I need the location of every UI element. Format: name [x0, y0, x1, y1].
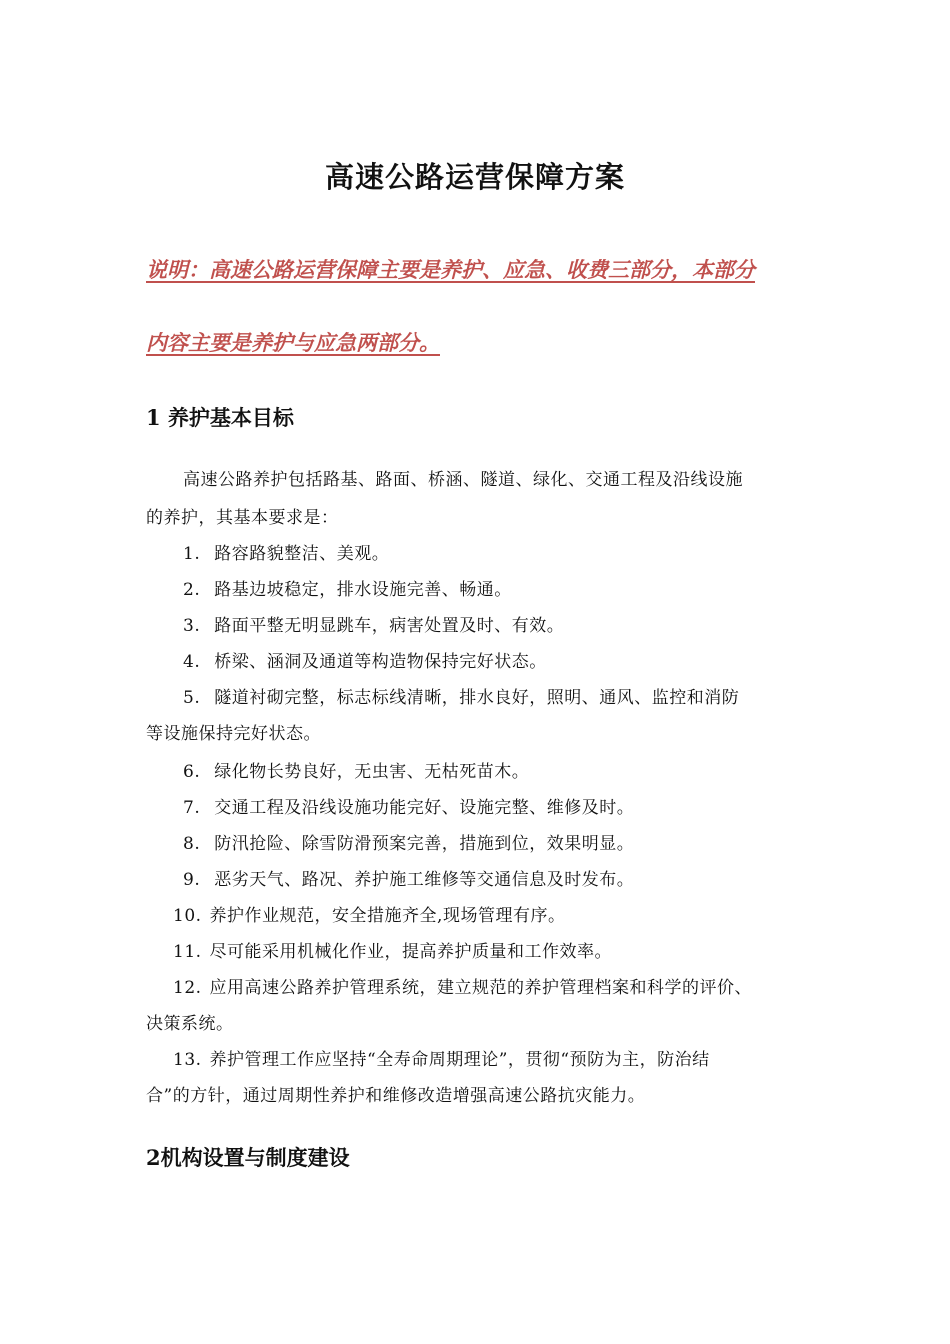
list-item-number: 2.	[183, 580, 201, 600]
list-item	[183, 539, 389, 569]
list-item	[183, 647, 547, 677]
list-item-number: 9.	[183, 870, 201, 890]
list-item-text: 路基边坡稳定，排水设施完善、畅通。	[214, 580, 512, 600]
list-item-text: 绿化物长势良好，无虫害、无枯死苗木。	[214, 762, 530, 782]
list-item	[173, 1045, 710, 1075]
list-item-number: 6.	[183, 762, 201, 782]
list-item-continuation: 等设施保持完好状态。	[146, 724, 321, 744]
list-item-text: 路容路貌整洁、美观。	[214, 544, 390, 564]
list-item	[173, 973, 752, 1003]
list-item-number: 11.	[173, 942, 202, 962]
document-title: 高速公路运营保障方案	[324, 160, 625, 194]
list-item	[183, 683, 739, 713]
list-item-text: 防汛抢险、除雪防滑预案完善，措施到位，效果明显。	[214, 834, 635, 854]
note-line-1: 说明：高速公路运营保障主要是养护、应急、收费三部分，本部分	[146, 257, 755, 282]
list-item-number: 1.	[183, 544, 201, 564]
list-item-number: 7.	[183, 798, 201, 818]
list-item-number: 8.	[183, 834, 201, 854]
list-item-text: 交通工程及沿线设施功能完好、设施完整、维修及时。	[214, 798, 635, 818]
list-item	[183, 757, 529, 787]
list-item-continuation: 合”的方针，通过周期性养护和维修改造增强高速公路抗灾能力。	[146, 1086, 646, 1106]
list-item-number: 10.	[173, 906, 202, 926]
list-item	[183, 865, 634, 895]
list-item	[173, 901, 565, 931]
list-item-text: 恶劣天气、路况、养护施工维修等交通信息及时发布。	[214, 870, 635, 890]
list-item-number: 12.	[173, 978, 202, 998]
list-item	[183, 611, 564, 641]
list-item	[173, 937, 612, 967]
list-item-text: 应用高速公路养护管理系统，建立规范的养护管理档案和科学的评价、	[209, 978, 753, 998]
list-item-text: 桥梁、涵洞及通道等构造物保持完好状态。	[214, 652, 547, 672]
intro-line-2: 的养护，其基本要求是：	[146, 508, 339, 528]
list-item-text: 养护管理工作应坚持“全寿命周期理论”，贯彻“预防为主，防治结	[209, 1050, 710, 1070]
section-2-heading: 2机构设置与制度建设	[146, 1145, 350, 1170]
list-item-text: 隧道衬砌完整，标志标线清晰，排水良好，照明、通风、监控和消防	[214, 688, 740, 708]
list-item	[183, 829, 634, 859]
note-line-2: 内容主要是养护与应急两部分。	[146, 330, 440, 355]
list-item-text: 养护作业规范，安全措施齐全,现场管理有序。	[209, 906, 566, 926]
list-item-number: 3.	[183, 616, 201, 636]
section-1-heading: 1 养护基本目标	[146, 405, 294, 430]
list-item	[183, 575, 512, 605]
intro-line-1: 高速公路养护包括路基、路面、桥涵、隧道、绿化、交通工程及沿线设施	[183, 470, 743, 490]
list-item-number: 13.	[173, 1050, 202, 1070]
list-item-text: 尽可能采用机械化作业，提高养护质量和工作效率。	[209, 942, 613, 962]
list-item	[183, 793, 634, 823]
list-item-number: 5.	[183, 688, 201, 708]
list-item-continuation: 决策系统。	[146, 1014, 234, 1034]
list-item-number: 4.	[183, 652, 201, 672]
list-item-text: 路面平整无明显跳车，病害处置及时、有效。	[214, 616, 565, 636]
